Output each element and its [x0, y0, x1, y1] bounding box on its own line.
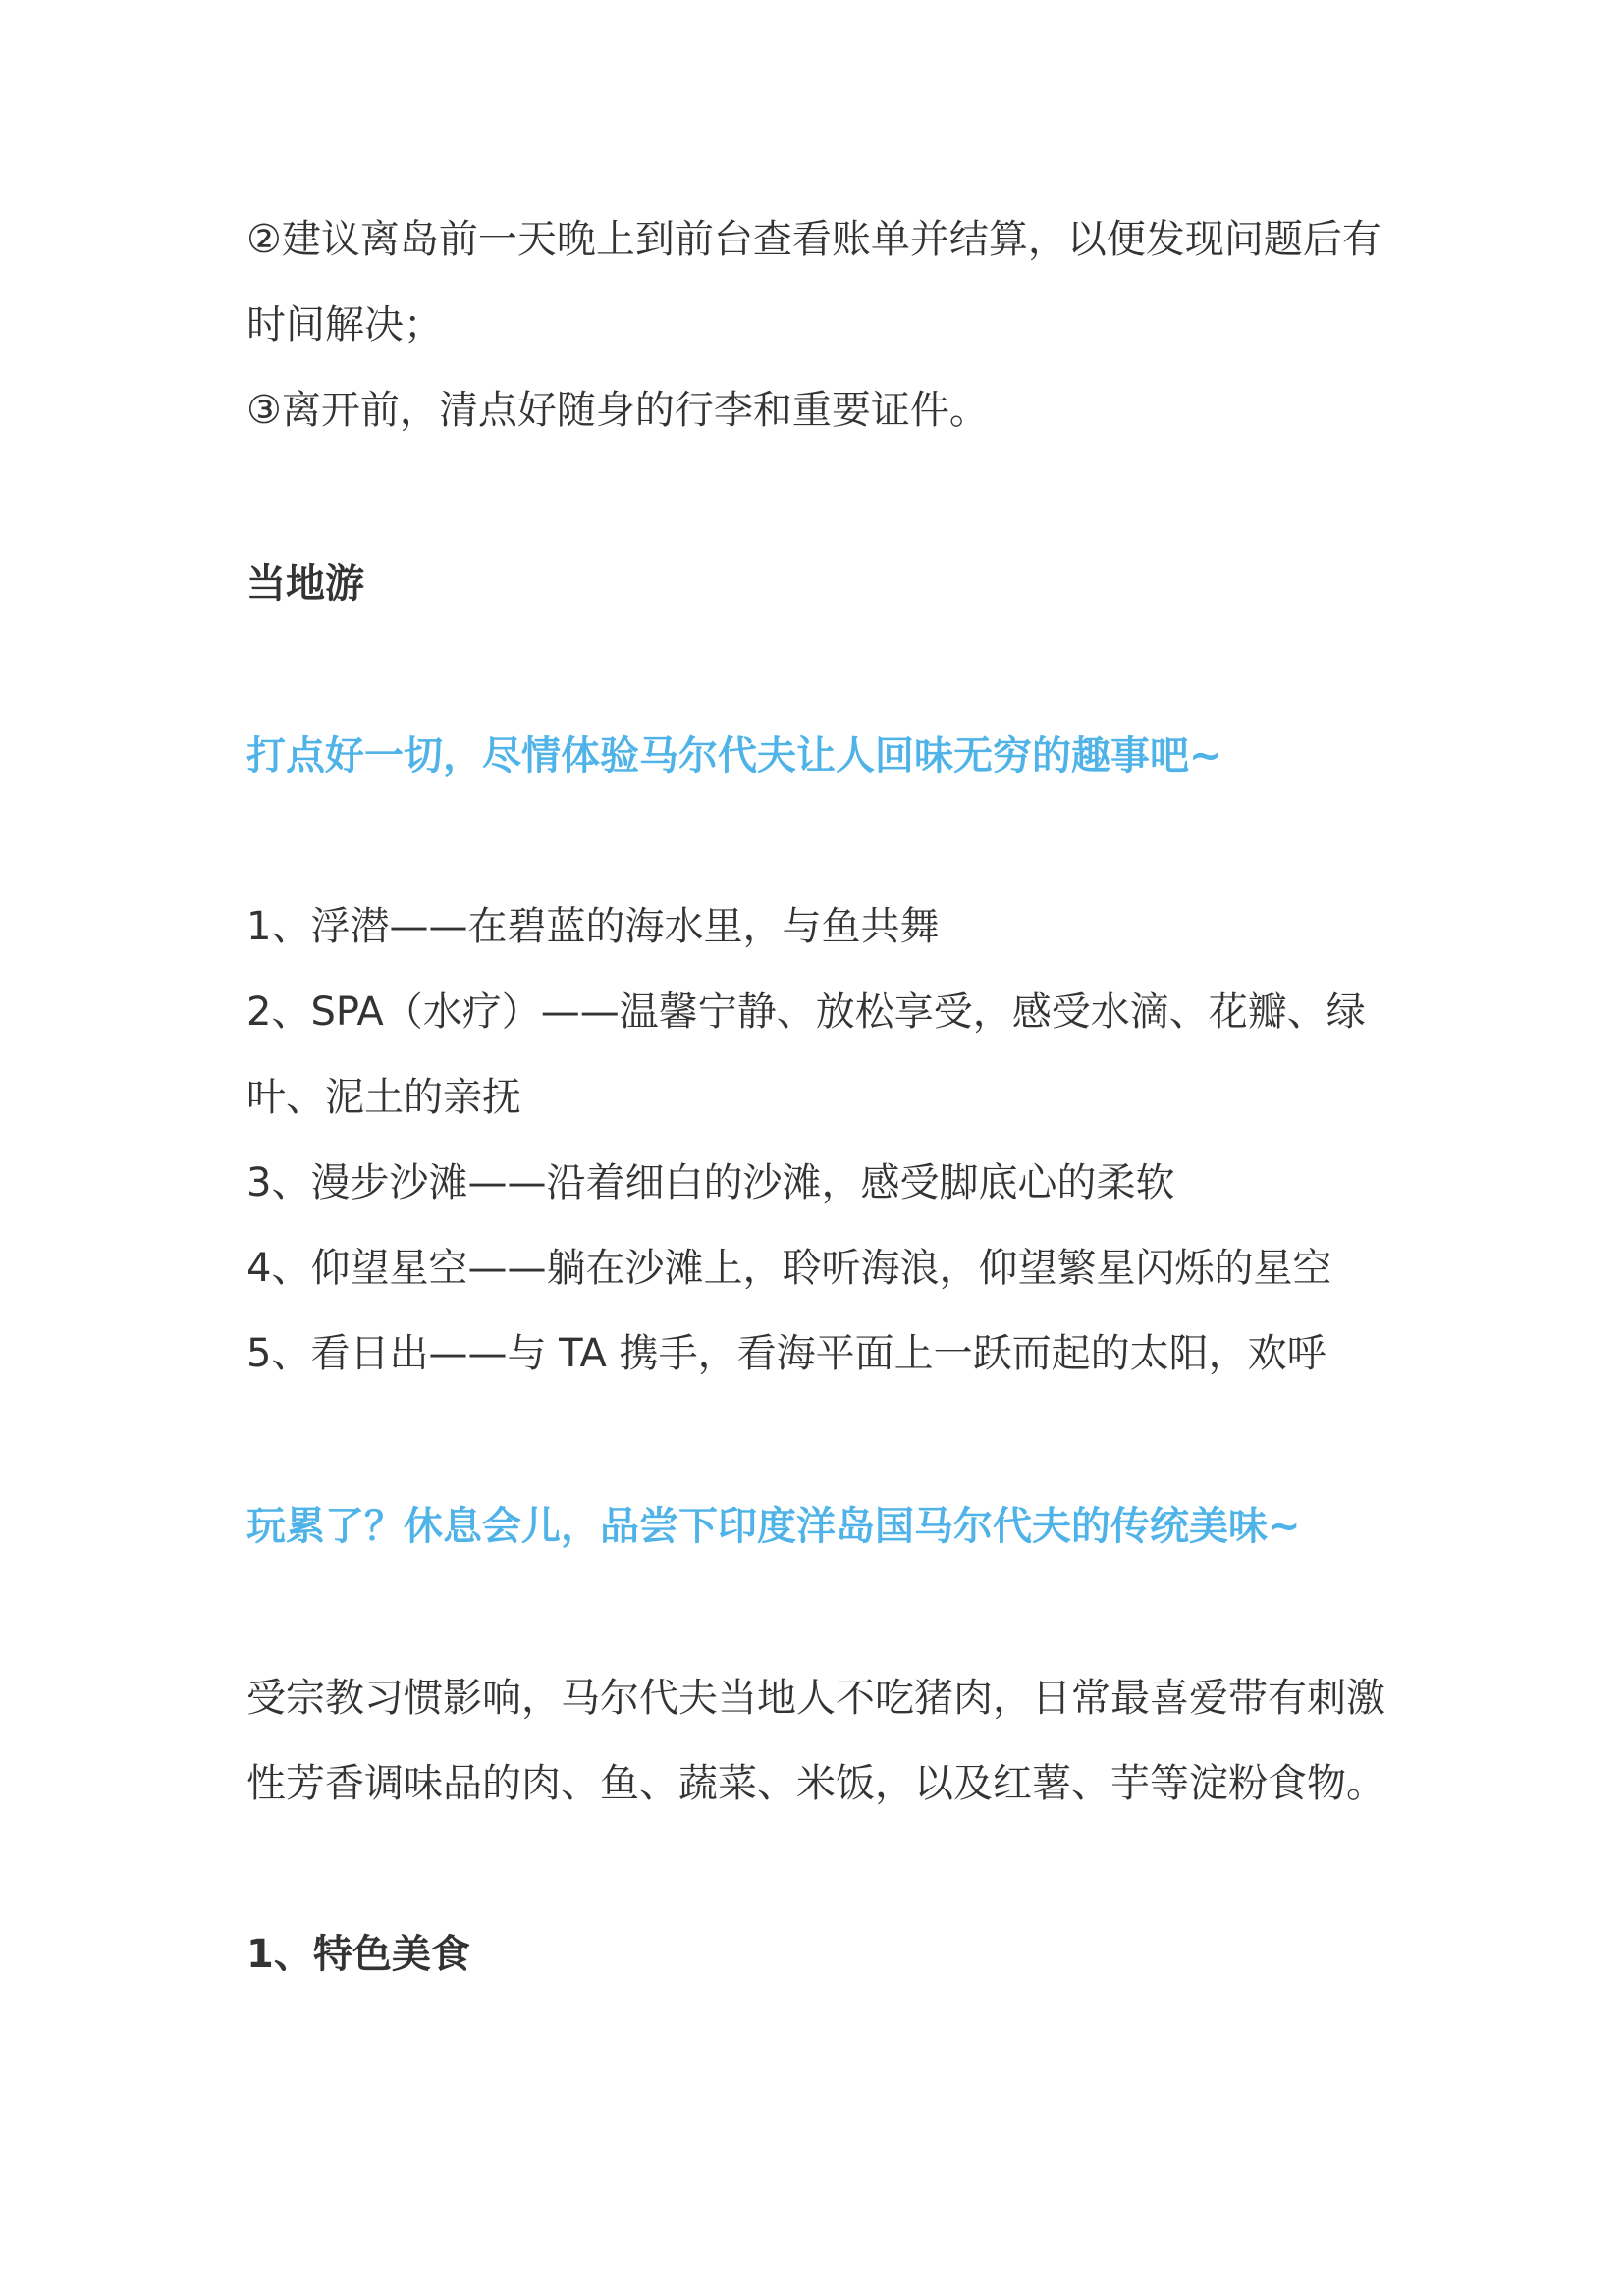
tip-2-line-1: ②建议离岛前一天晚上到前台查看账单并结算，以便发现问题后有	[246, 217, 1381, 262]
activity-4: 4、仰望星空——躺在沙滩上，聆听海浪，仰望繁星闪烁的星空	[246, 1246, 1332, 1291]
food-highlight: 玩累了？休息会儿，品尝下印度洋岛国马尔代夫的传统美味~	[246, 1504, 1301, 1549]
activity-2-line-2: 叶、泥土的亲抚	[246, 1075, 521, 1120]
section-title: 当地游	[246, 561, 364, 607]
activity-3: 3、漫步沙滩——沿着细白的沙滩，感受脚底心的柔软	[246, 1160, 1175, 1205]
intro-highlight: 打点好一切，尽情体验马尔代夫让人回味无穷的趣事吧~	[246, 733, 1222, 778]
food-intro-line-1: 受宗教习惯影响，马尔代夫当地人不吃猪肉，日常最喜爱带有刺激	[246, 1676, 1385, 1721]
tip-2-line-2: 时间解决；	[246, 302, 443, 347]
activity-2-line-1: 2、SPA（水疗）——温馨宁静、放松享受，感受水滴、花瓣、绿	[246, 989, 1366, 1035]
food-intro-line-2: 性芳香调味品的肉、鱼、蔬菜、米饭，以及红薯、芋等淀粉食物。	[246, 1761, 1385, 1806]
activity-5: 5、看日出——与 TA 携手，看海平面上一跃而起的太阳，欢呼	[246, 1331, 1326, 1376]
food-subtitle: 1、特色美食	[246, 1932, 470, 1977]
tip-3: ③离开前，清点好随身的行李和重要证件。	[246, 388, 989, 433]
activity-1: 1、浮潜——在碧蓝的海水里，与鱼共舞	[246, 904, 940, 949]
